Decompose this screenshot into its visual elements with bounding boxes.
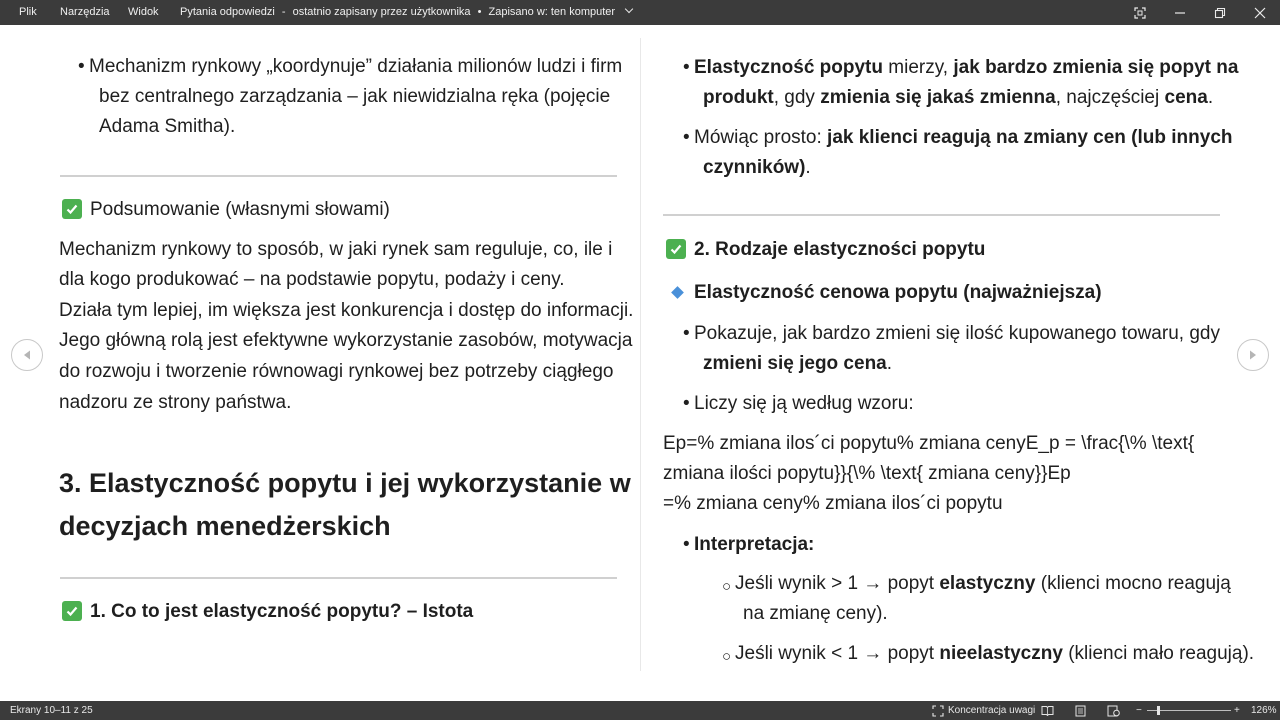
right-bullet1-line1: Elastyczność popytu mierzy, jak bardzo zmienia się popyt na: [694, 57, 1239, 78]
summary-line: Mechanizm rynkowy to sposób, w jaki rynek sam reguluje, co, ile i: [59, 239, 613, 260]
check-mark-icon: [666, 239, 686, 259]
status-bar: [0, 701, 1280, 720]
minimize-icon: [1174, 7, 1186, 19]
interpretation-label: Interpretacja:: [694, 534, 815, 555]
right-bullet2-line1: Mówiąc prosto: jak klienci reagują na zmiany cen (lub innych: [694, 127, 1233, 148]
minimize-button[interactable]: [1160, 0, 1200, 25]
bullet-glyph: •: [683, 323, 690, 344]
focus-mode-button[interactable]: [932, 701, 1035, 720]
zoom-slider-thumb[interactable]: [1157, 706, 1160, 715]
arrow-left-icon: [21, 349, 33, 361]
zoom-slider[interactable]: [1147, 701, 1231, 720]
close-icon: [1254, 7, 1266, 19]
subheading-price-elasticity: Elastyczność cenowa popytu (najważniejsza): [694, 282, 1102, 303]
menu-file[interactable]: Plik: [19, 6, 37, 18]
formula-line: zmiana ilości popytu}}{\% \text{ zmiana ceny}}Ep: [663, 463, 1071, 484]
zoom-level[interactable]: 126%: [1251, 705, 1277, 716]
horizontal-rule: [60, 577, 617, 579]
right-bullet3-line2: zmieni się jego cena.: [703, 353, 893, 374]
left-bullet1-line2: bez centralnego zarządzania – jak niewidzialna ręka (pojęcie: [99, 86, 611, 107]
screen-counter: Ekrany 10–11 z 25: [10, 705, 93, 716]
restore-icon: [1214, 7, 1226, 19]
arrow-right-icon: [1247, 349, 1259, 361]
sub-bullet-glyph: ○: [722, 578, 732, 595]
bullet-glyph: •: [683, 57, 690, 78]
summary-line: Jego główną rolą jest efektywne wykorzystanie zasobów, motywacja: [59, 330, 633, 351]
title-bar: [0, 0, 1280, 25]
page-divider: [640, 38, 641, 671]
previous-page-button[interactable]: [11, 339, 43, 371]
right-bullet3-line1: Pokazuje, jak bardzo zmieni się ilość kupowanego towaru, gdy: [694, 323, 1220, 344]
read-mode-button[interactable]: [1041, 701, 1054, 720]
sub-bullet-glyph: ○: [722, 648, 732, 665]
summary-heading: Podsumowanie (własnymi słowami): [90, 199, 390, 220]
summary-line: do rozwoju i tworzenie równowagi rynkowej bez potrzeby ciągłego: [59, 361, 614, 382]
heading-types-elasticity: 2. Rodzaje elastyczności popytu: [694, 239, 986, 260]
zoom-out-button[interactable]: −: [1136, 705, 1142, 716]
right-bullet2-line2: czynników).: [703, 157, 811, 178]
interpretation-elastic-line2: na zmianę ceny).: [743, 603, 888, 624]
web-layout-button[interactable]: [1107, 701, 1120, 720]
right-bullet1-line2: produkt, gdy zmienia się jakaś zmienna, najczęściej cena.: [703, 87, 1214, 108]
saved-by-text: ostatnio zapisany przez użytkownika: [292, 6, 471, 18]
bullet-glyph: •: [683, 534, 690, 555]
formula-line: Ep=% zmiana ilos´ci popytu% zmiana cenyE_p = \frac{\% \text{: [663, 433, 1195, 454]
fullscreen-icon: [1134, 7, 1146, 19]
horizontal-rule: [663, 214, 1220, 216]
check-mark-icon: [62, 199, 82, 219]
menu-tools[interactable]: Narzędzia: [60, 6, 110, 18]
fullscreen-button[interactable]: [1120, 0, 1160, 25]
next-page-button[interactable]: [1237, 339, 1269, 371]
bullet-glyph: •: [683, 393, 690, 414]
menu-view[interactable]: Widok: [128, 6, 159, 18]
left-bullet1-line1: Mechanizm rynkowy „koordynuje” działania milionów ludzi i firm: [89, 56, 623, 77]
print-layout-button[interactable]: [1075, 701, 1086, 720]
left-bullet1-line3: Adama Smitha).: [99, 116, 236, 137]
document-title: Pytania odpowiedzi: [180, 6, 275, 18]
saved-location-text: Zapisano w: ten komputer: [488, 6, 616, 18]
summary-line: nadzoru ze strony państwa.: [59, 392, 292, 413]
document-title-area[interactable]: [180, 0, 632, 25]
bullet-glyph: •: [78, 56, 85, 77]
right-bullet4: Liczy się ją według wzoru:: [694, 393, 914, 414]
horizontal-rule: [60, 175, 617, 177]
diamond-icon: [671, 286, 684, 299]
formula-line: =% zmiana ceny% zmiana ilos´ci popytu: [663, 493, 1003, 514]
interpretation-inelastic: Jeśli wynik < 1 → popyt nieelastyczny (klienci mało reagują).: [735, 643, 1255, 664]
summary-line: dla kogo produkować – na podstawie popytu, podaży i ceny.: [59, 269, 565, 290]
page-layout-icon: [1075, 705, 1086, 717]
web-layout-icon: [1107, 705, 1120, 717]
sub-heading-essence: 1. Co to jest elastyczność popytu? – Istota: [90, 601, 474, 622]
title-separator: -: [281, 6, 286, 18]
section-title-line2: decyzjach menedżerskich: [59, 511, 391, 541]
interpretation-elastic-line1: Jeśli wynik > 1 → popyt elastyczny (klienci mocno reagują: [735, 573, 1231, 594]
close-button[interactable]: [1240, 0, 1280, 25]
focus-mode-label: Koncentracja uwagi: [948, 705, 1036, 716]
chevron-down-icon: [625, 5, 633, 13]
check-mark-icon: [62, 601, 82, 621]
book-icon: [1041, 705, 1054, 716]
zoom-in-button[interactable]: +: [1234, 705, 1240, 716]
bullet-glyph: •: [683, 127, 690, 148]
focus-icon: [932, 705, 944, 717]
summary-line: Działa tym lepiej, im większa jest konkurencja i dostęp do informacji.: [59, 300, 634, 321]
restore-button[interactable]: [1200, 0, 1240, 25]
title-dot: •: [477, 6, 482, 18]
section-title-line1: 3. Elastyczność popytu i jej wykorzystanie w: [59, 468, 631, 498]
